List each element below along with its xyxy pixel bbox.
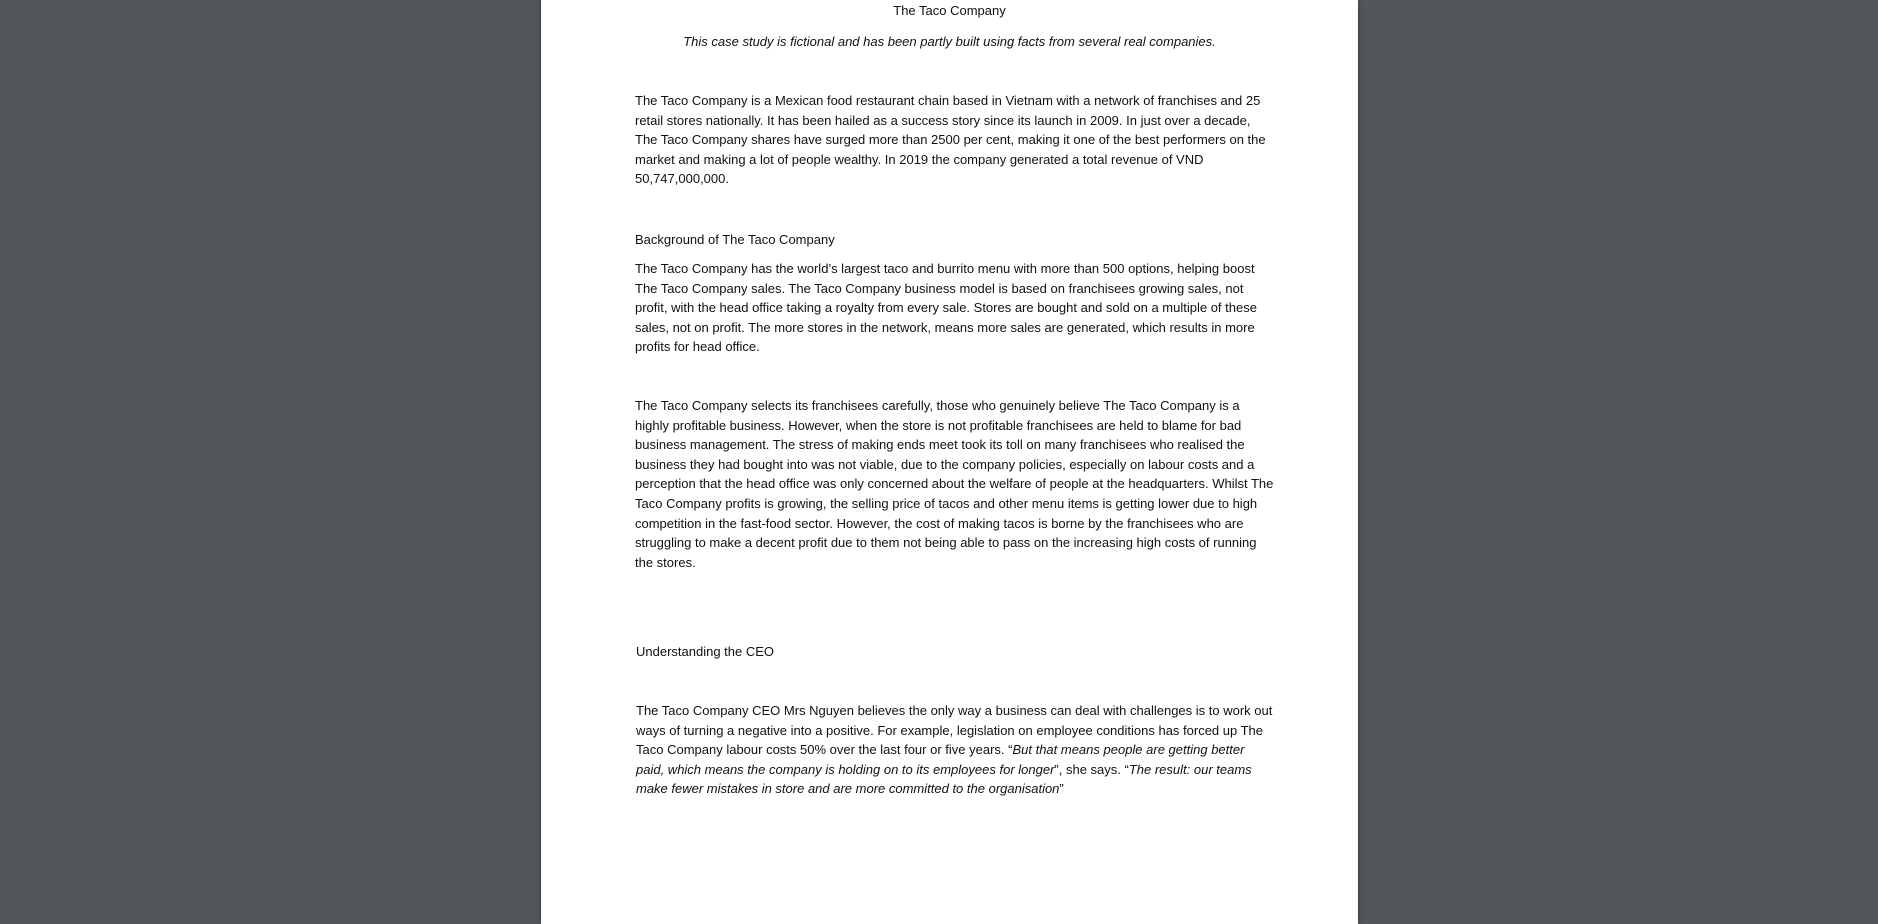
- document-page: [541, 0, 1358, 924]
- background-paragraph: The Taco Company has the world’s largest taco and burrito menu with more than 500 options, helping boost The Taco Company sales. The Taco Company business model is based on franchisees growing sales, not profit, with the head office taking a royalty from every sale. Stores are bought and sold on a multiple of these sales, not on profit. The more stores in the network, means more sales are generated, which results in more profits for head office.: [635, 261, 1257, 355]
- franchisees-paragraph: The Taco Company selects its franchisees carefully, those who genuinely believe The Taco Company is a highly profitable business. However, when the store is not profitable franchisees are held to blame for bad business management. The stress of making ends meet took its toll on many franchisees who realised the business they had bought into was not viable, due to the company policies, especially on labour costs and a perception that the head office was only concerned about the welfare of people at the headquarters. Whilst The Taco Company profits is growing, the selling price of tacos and other menu items is getting lower due to high competition in the fast-food sector. However, the cost of making tacos is borne by the franchisees who are struggling to make a decent profit due to them not being able to pass on the increasing high costs of running the stores.: [635, 398, 1274, 570]
- ceo-text-part3: ”: [1059, 781, 1064, 797]
- ceo-heading: Understanding the CEO: [636, 644, 775, 659]
- ceo-quote-2: The result: our teams make fewer mistakes in store and are more committed to the organisation: [636, 761, 1252, 797]
- background-heading: Background of The Taco Company: [635, 232, 835, 247]
- document-subtitle: This case study is fictional and has been partly built using facts from several real companies.: [683, 34, 1216, 49]
- ceo-text-part2: ”, she says. “: [1054, 761, 1129, 777]
- intro-paragraph: The Taco Company is a Mexican food restaurant chain based in Vietnam with a network of franchises and 25 retail stores nationally. It has been hailed as a success story since its launch in 2009. In just over a decade, The Taco Company shares have surged more than 2500 per cent, making it one of the best performers on the market and making a lot of people wealthy. In 2019 the company generated a total revenue of VND 50,747,000,000.: [635, 93, 1266, 187]
- ceo-quote-1: But that means people are getting better paid, which means the company is holding on to its employees for longer: [636, 742, 1245, 777]
- document-title: The Taco Company: [893, 3, 1006, 18]
- ceo-paragraph: [636, 701, 1276, 799]
- ceo-text-part1: The Taco Company CEO Mrs Nguyen believes the only way a business can deal with challenges is to work out ways of turning a negative into a positive. For example, legislation on employee conditions has forced up The Taco Company labour costs 50% over the last four or five years. “: [636, 703, 1273, 758]
